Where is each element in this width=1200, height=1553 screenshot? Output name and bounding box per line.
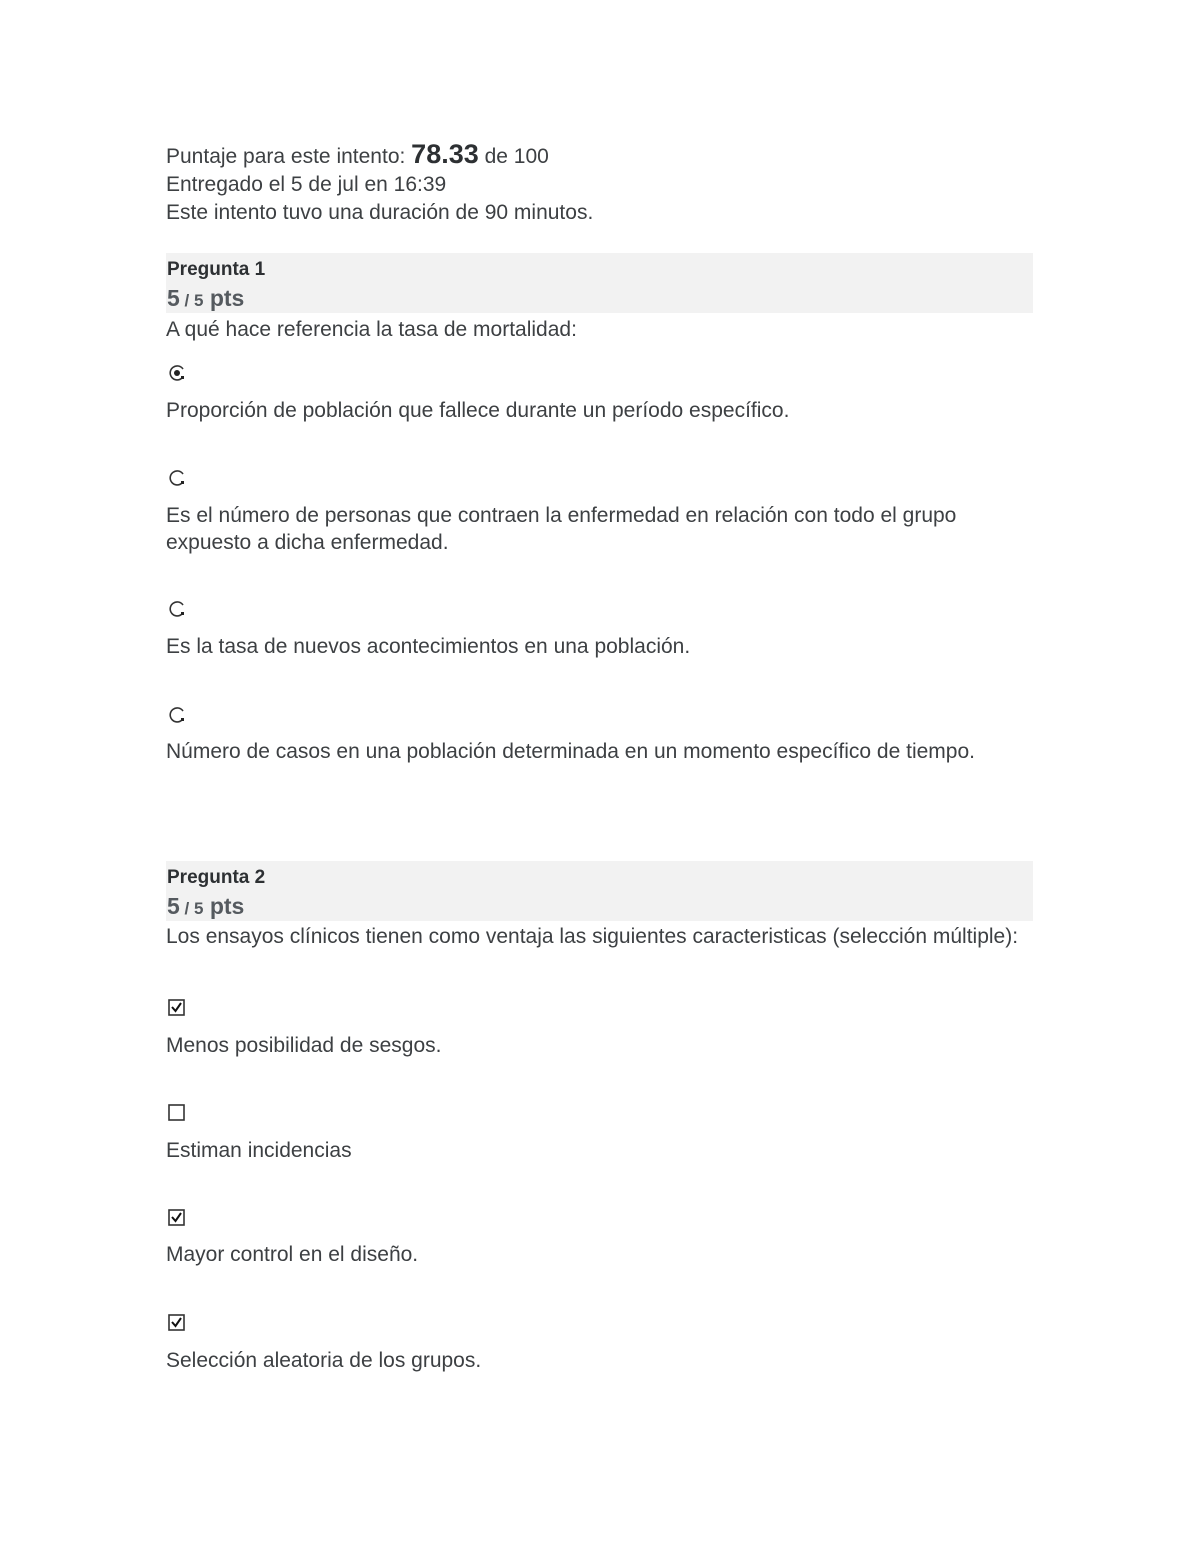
attempt-duration: Este intento tuvo una duración de 90 minutos. [166,201,594,224]
checkbox-checked-icon[interactable] [168,1314,186,1332]
points-unit: pts [203,893,245,919]
checkbox-checked-icon[interactable] [168,999,186,1017]
answer-text: Selección aleatoria de los grupos. [166,1349,482,1372]
question-1-prompt: A qué hace referencia la tasa de mortalidad: [166,318,577,341]
question-1-title: Pregunta 1 [167,259,266,280]
points-total: 5 [193,291,204,310]
score-total: de 100 [478,145,549,168]
score-label: Puntaje para este intento: [166,145,412,168]
points-slash: / [179,899,194,918]
question-2-header [166,861,1033,921]
question-2-points [167,893,244,920]
answer-text: Es el número de personas que contraen la enfermedad en relación con todo el grupo expuesto a dicha enfermedad. [166,504,957,554]
question-1-header [166,253,1033,313]
attempt-summary [166,140,593,227]
score-value: 78.33 [411,139,479,169]
radio-selected-icon[interactable] [168,364,186,382]
radio-unselected-icon[interactable] [168,469,186,487]
answer-text: Es la tasa de nuevos acontecimientos en una población. [166,635,691,658]
points-unit: pts [203,285,245,311]
radio-unselected-icon[interactable] [168,706,186,724]
answer-text: Menos posibilidad de sesgos. [166,1034,442,1057]
checkbox-unchecked-icon[interactable] [168,1104,186,1122]
question-2-prompt: Los ensayos clínicos tienen como ventaja las siguientes caracteristicas (selección múltiple): [166,925,1019,948]
answer-text: Número de casos en una población determinada en un momento específico de tiempo. [166,740,975,763]
checkbox-checked-icon[interactable] [168,1209,186,1227]
points-earned: 5 [167,285,180,311]
answer-text: Proporción de población que fallece durante un período específico. [166,399,790,422]
answer-text: Mayor control en el diseño. [166,1243,419,1266]
points-earned: 5 [167,893,180,919]
answer-text: Estiman incidencias [166,1139,352,1162]
question-1-points [167,285,244,312]
radio-unselected-icon[interactable] [168,600,186,618]
score-line [166,140,593,171]
question-2-title: Pregunta 2 [167,867,266,888]
submitted-date: Entregado el 5 de jul en 16:39 [166,173,447,196]
points-total: 5 [193,899,204,918]
points-slash: / [179,291,194,310]
